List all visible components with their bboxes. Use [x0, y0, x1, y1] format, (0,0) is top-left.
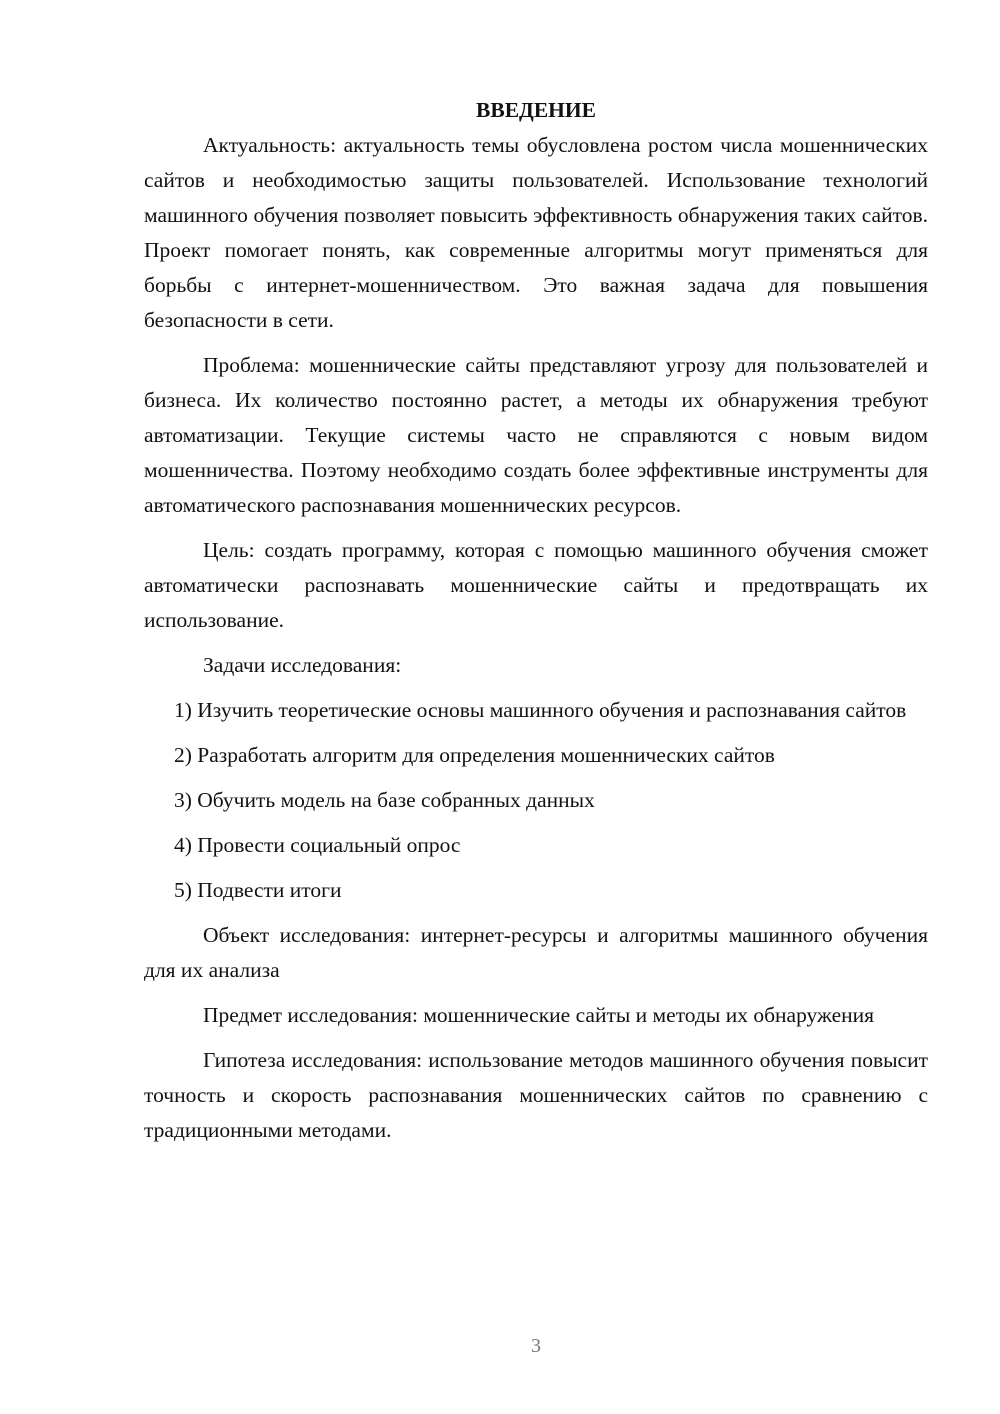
paragraph-hypothesis: Гипотеза исследования: использование методов машинного обучения повысит точность и скорость распознавания мошеннических сайтов по сравнению с традиционными методами. [144, 1048, 928, 1142]
task-item: 5) Подвести итоги [174, 878, 342, 902]
task-item: 1) Изучить теоретические основы машинного обучения и распознавания сайтов [174, 698, 907, 722]
task-item: 3) Обучить модель на базе собранных данных [174, 788, 595, 812]
tasks-heading: Задачи исследования: [203, 653, 402, 677]
page-title: ВВЕДЕНИЕ [476, 98, 596, 122]
paragraph-object: Объект исследования: интернет-ресурсы и алгоритмы машинного обучения для их анализа [144, 923, 928, 982]
paragraph-problem: Проблема: мошеннические сайты представляют угрозу для пользователей и бизнеса. Их количество постоянно растет, а методы их обнаружения требуют автоматизации. Текущие системы часто не справляются с новым видом мошенничества. Поэтому необходимо создать более эффективные инструменты для автоматического распознавания мошеннических ресурсов. [144, 353, 928, 517]
paragraph-relevance: Актуальность: актуальность темы обусловлена ростом числа мошеннических сайтов и необходимостью защиты пользователей. Использование технологий машинного обучения позволяет повысить эффективность обнаружения таких сайтов. Проект помогает понять, как современные алгоритмы могут применяться для борьбы с интернет-мошенничеством. Это важная задача для повышения безопасности в сети. [144, 133, 928, 332]
paragraph-goal: Цель: создать программу, которая с помощью машинного обучения сможет автоматически распознавать мошеннические сайты и предотвращать их использование. [144, 538, 928, 632]
task-item: 4) Провести социальный опрос [174, 833, 461, 857]
paragraph-subject: Предмет исследования: мошеннические сайты и методы их обнаружения [203, 1003, 875, 1027]
task-item: 2) Разработать алгоритм для определения мошеннических сайтов [174, 743, 775, 767]
page-number: 3 [531, 1335, 541, 1357]
page-body [144, 93, 928, 1158]
